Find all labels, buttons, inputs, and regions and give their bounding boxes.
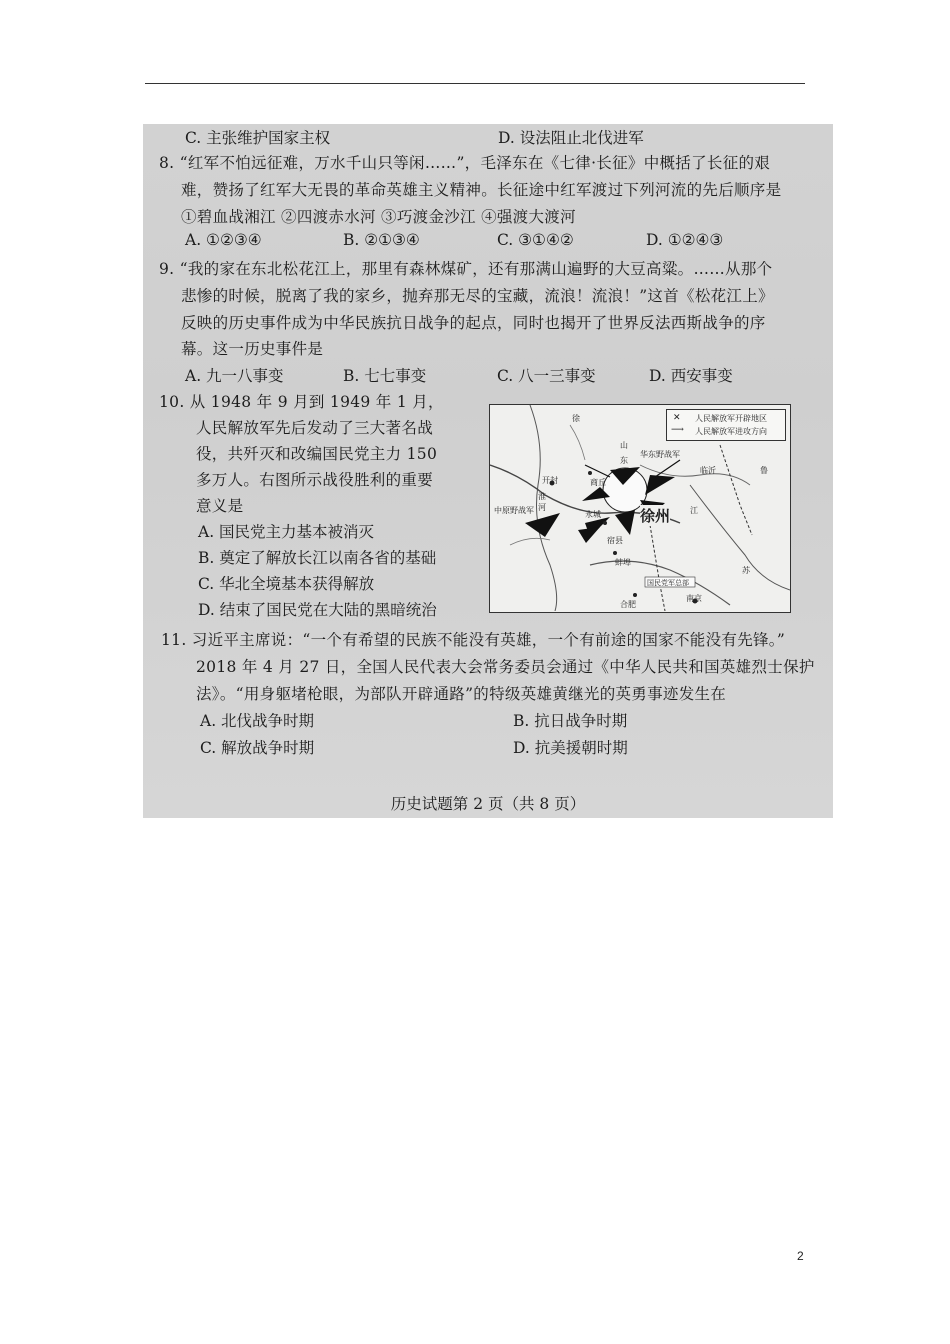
crossed-swords-icon: ✕ xyxy=(673,413,681,423)
map-legend xyxy=(666,409,786,441)
q10-option-c: C. 华北全境基本获得解放 xyxy=(198,575,375,593)
q11-option-c: C. 解放战争时期 xyxy=(200,739,315,757)
q10-line-5: 意义是 xyxy=(196,497,244,515)
q11-option-a: A. 北伐战争时期 xyxy=(200,712,315,730)
label-he: 河 xyxy=(538,503,546,512)
legend-attack-direction: 人民解放军进攻方向 xyxy=(695,427,767,436)
label-central-plains-army: 中原野战军 xyxy=(494,506,534,515)
q8-option-c: C. ③①④② xyxy=(497,231,574,249)
q9-line-1: 9. “我的家在东北松花江上，那里有森林煤矿，还有那满山遍野的大豆高粱。……从那个 xyxy=(159,260,773,278)
header-rule xyxy=(145,83,805,84)
label-east-china-army: 华东野战军 xyxy=(640,450,680,459)
q7-option-d: D. 设法阻止北伐进军 xyxy=(498,129,644,147)
q9-line-2: 悲惨的时候，脱离了我的家乡，抛弃那无尽的宝藏，流浪！流浪！”这首《松花江上》 xyxy=(181,287,774,305)
label-kmt-hq: 国民党军总部 xyxy=(647,579,689,587)
arrow-icon: ⟶ xyxy=(671,425,684,435)
q8-option-b: B. ②①③④ xyxy=(343,231,420,249)
legend-liberated-area: 人民解放军开辟地区 xyxy=(695,414,767,423)
page-footer: 历史试题第 2 页（共 8 页） xyxy=(390,795,586,813)
label-lu: 鲁 xyxy=(760,466,768,475)
label-shan: 山 xyxy=(620,441,628,450)
q9-option-c: C. 八一三事变 xyxy=(497,367,596,385)
label-yongcheng: 永城 xyxy=(585,510,601,519)
q9-option-d: D. 西安事变 xyxy=(649,367,733,385)
q11-line-1: 11. 习近平主席说：“一个有希望的民族不能没有英雄，一个有前途的国家不能没有先锋。” xyxy=(161,631,786,649)
q8-line-3: ①碧血战湘江 ②四渡赤水河 ③巧渡金沙江 ④强渡大渡河 xyxy=(181,208,576,226)
label-su: 苏 xyxy=(742,566,750,575)
label-kaifeng: 开封 xyxy=(542,476,558,485)
q10-line-1: 10. 从 1948 年 9 月到 1949 年 1 月， xyxy=(159,393,444,411)
label-bengbu: 蚌埠 xyxy=(615,558,631,567)
q9-option-a: A. 九一八事变 xyxy=(185,367,284,385)
q10-line-3: 役，共歼灭和改编国民党主力 150 xyxy=(196,445,438,463)
label-dong: 东 xyxy=(620,456,628,465)
q10-line-4: 多万人。右图所示战役胜利的重要 xyxy=(196,471,434,489)
q9-option-b: B. 七七事变 xyxy=(343,367,427,385)
q10-option-d: D. 结束了国民党在大陆的黑暗统治 xyxy=(198,601,437,619)
q8-line-1: 8. “红军不怕远征难，万水千山只等闲……”，毛泽东在《七律·长征》中概括了长征的艰 xyxy=(159,154,771,172)
q9-line-3: 反映的历史事件成为中华民族抗日战争的起点，同时也揭开了世界反法西斯战争的序 xyxy=(181,314,766,332)
label-linyi: 临沂 xyxy=(700,466,716,475)
q11-line-2: 2018 年 4 月 27 日，全国人民代表大会常务委员会通过《中华人民共和国英雄烈士保护 xyxy=(196,658,815,676)
q10-option-a: A. 国民党主力基本被消灭 xyxy=(198,523,375,541)
label-shangqiu: 商丘 xyxy=(590,478,606,487)
label-xu: 徐 xyxy=(572,414,580,423)
label-huai: 淮 xyxy=(538,492,546,501)
q8-option-d: D. ①②④③ xyxy=(646,231,724,249)
city-xuzhou: 徐州 xyxy=(640,507,671,525)
label-hefei: 合肥 xyxy=(620,600,636,609)
q10-line-2: 人民解放军先后发动了三大著名战 xyxy=(196,419,434,437)
label-suxian: 宿县 xyxy=(607,536,623,545)
huaihai-campaign-map xyxy=(489,404,791,613)
scanned-page xyxy=(143,124,833,818)
q9-line-4: 幕。这一历史事件是 xyxy=(181,340,324,358)
q7-option-c: C. 主张维护国家主权 xyxy=(185,129,331,147)
q11-line-3: 法》。“用身躯堵枪眼，为部队开辟通路”的特级英雄黄继光的英勇事迹发生在 xyxy=(196,685,727,703)
label-nanjing: 南京 xyxy=(686,594,702,603)
q11-option-b: B. 抗日战争时期 xyxy=(513,712,628,730)
q8-option-a: A. ①②③④ xyxy=(185,231,262,249)
q10-option-b: B. 奠定了解放长江以南各省的基础 xyxy=(198,549,437,567)
label-jiang: 江 xyxy=(690,506,698,515)
q8-line-2: 难，赞扬了红军大无畏的革命英雄主义精神。长征途中红军渡过下列河流的先后顺序是 xyxy=(181,181,782,199)
q11-option-d: D. 抗美援朝时期 xyxy=(513,739,628,757)
page-number: 2 xyxy=(797,1249,804,1263)
